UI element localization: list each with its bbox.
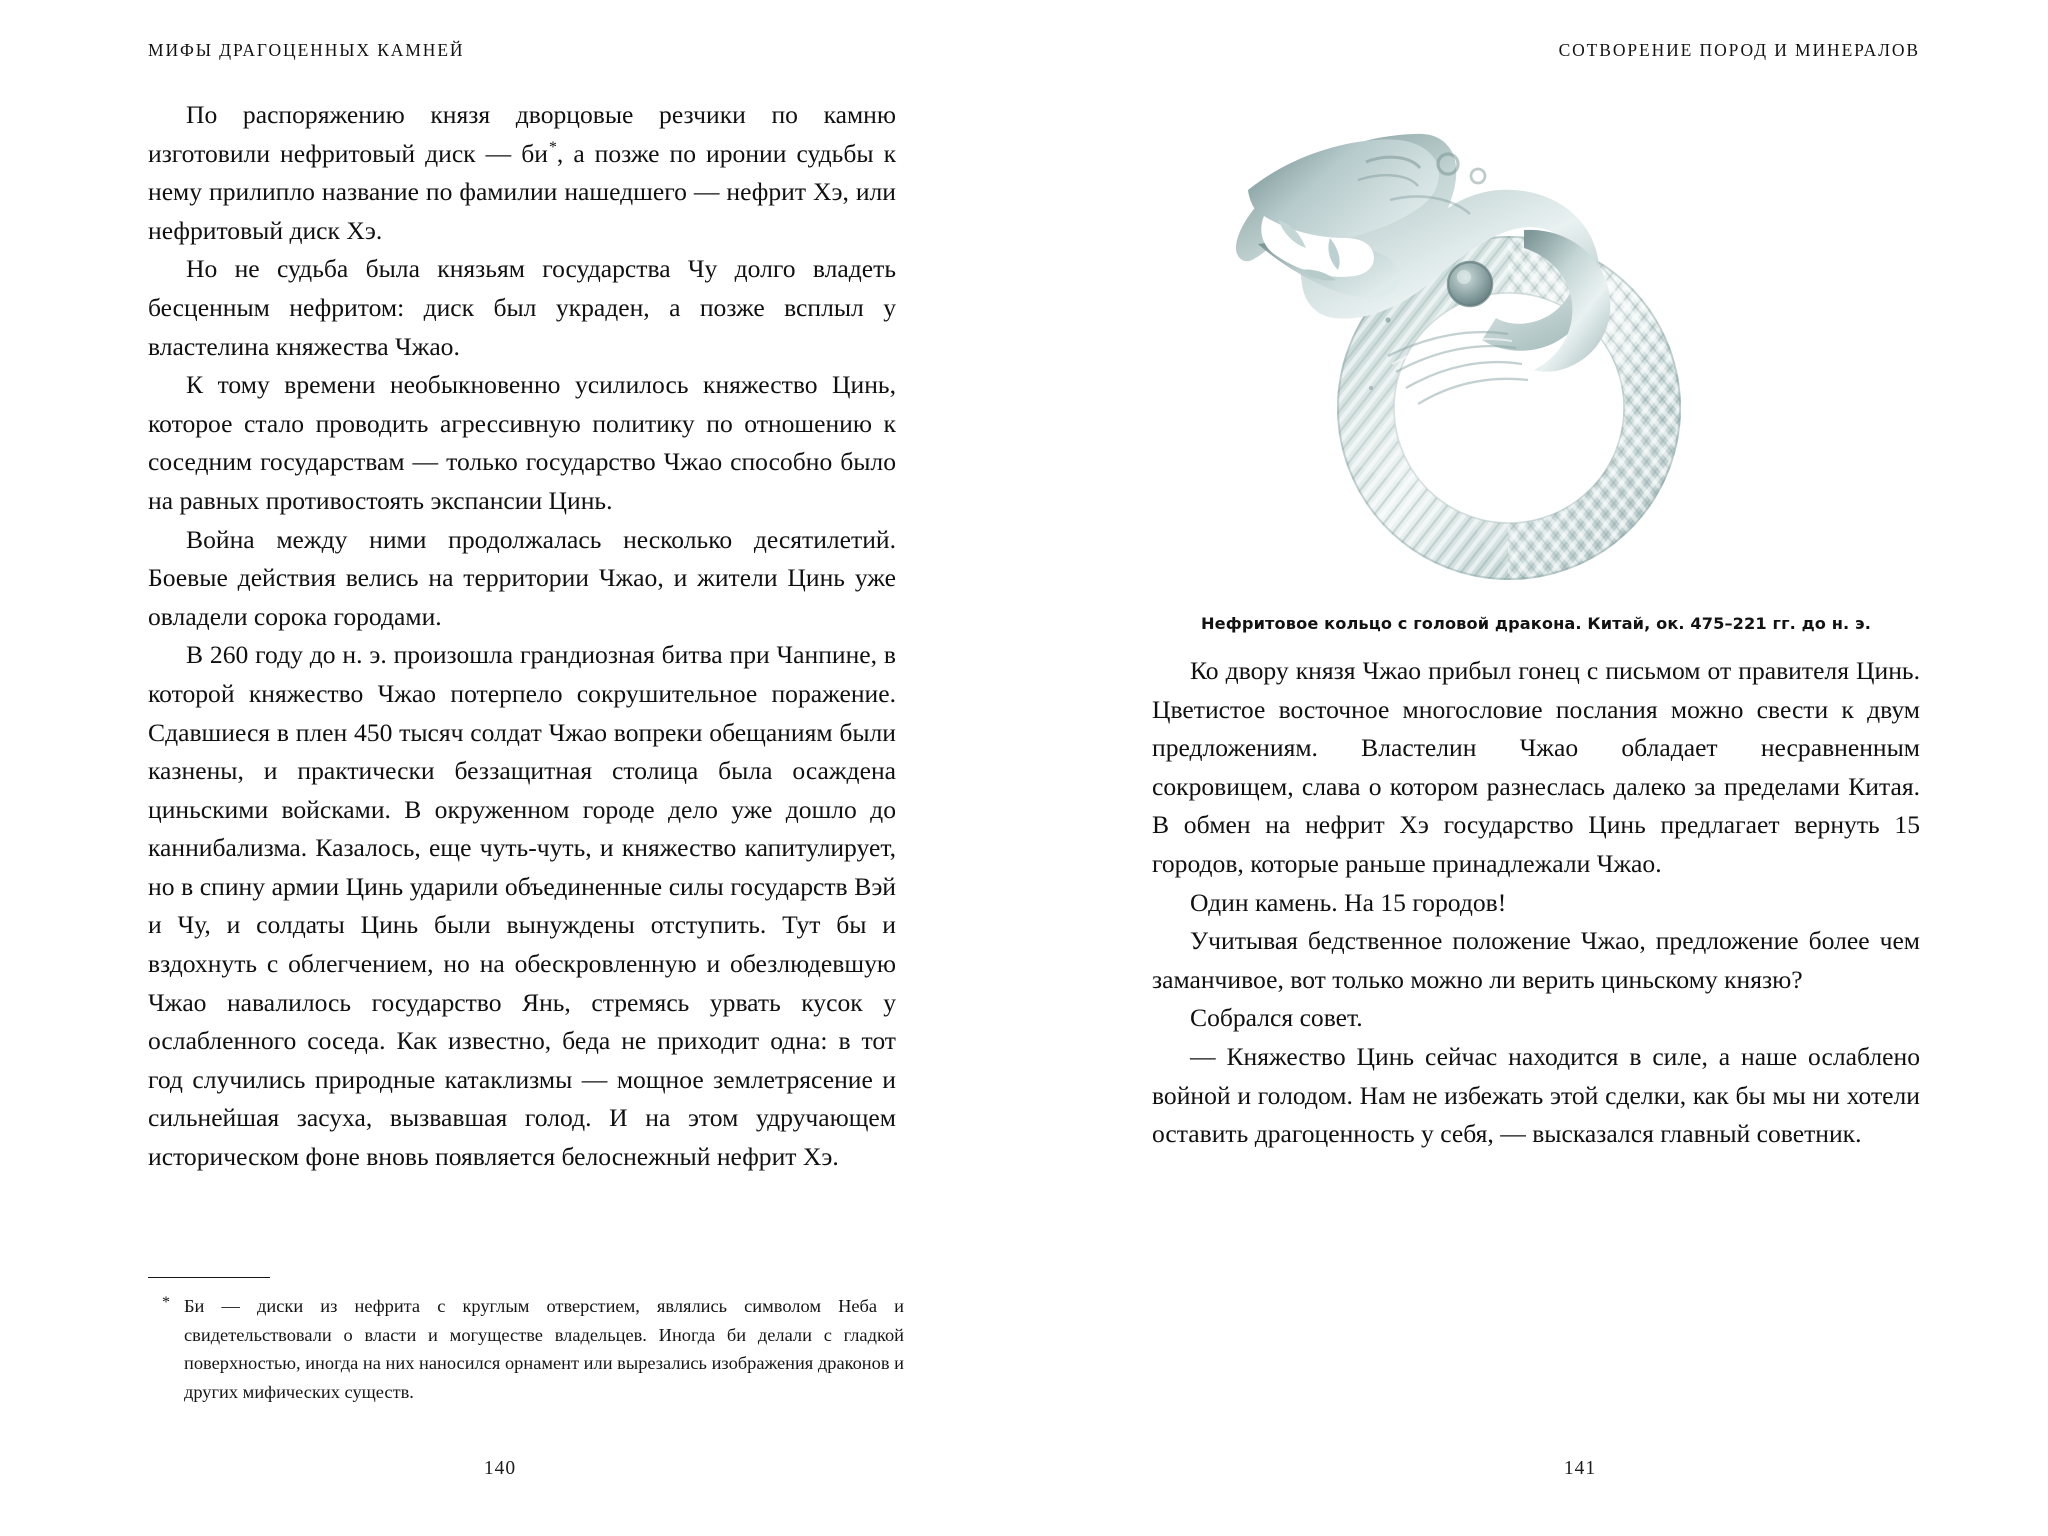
figure-jade-ring — [1152, 88, 1920, 633]
right-page-body — [1152, 652, 1920, 1154]
paragraph: Учитывая бедственное положение Чжао, предложение более чем заманчивое, вот только можно ли верить циньскому князю? — [1152, 926, 1920, 994]
footnote-rule — [148, 1277, 270, 1278]
paragraph: Но не судьба была князьям государства Чу долго владеть бесценным нефритом: диск был украден, а позже всплыл у властелина княжества Чжао. — [148, 254, 896, 361]
paragraph: — Княжество Цинь сейчас находится в силе, а наше ослаблено войной и голодом. Нам не избежать этой сделки, как бы мы ни хотели оставить драгоценность у себя, — высказался главный советник. — [1152, 1041, 1920, 1149]
paragraph: Война между ними продолжалась несколько десятилетий. Боевые действия велись на территории Чжао, и жители Цинь уже овладели сорока городами. — [148, 524, 896, 631]
figure-caption: Нефритовое кольцо с головой дракона. Китай, ок. 475–221 гг. до н. э. — [1201, 614, 1871, 633]
paragraph: Собрался совет. — [1190, 1003, 1363, 1033]
paragraph: Один камень. На 15 городов! — [1190, 887, 1507, 917]
paragraph: В 260 году до н. э. произошла грандиозная битва при Чанпине, в которой княжество Чжао потерпело сокрушительное поражение. Сдавшиеся в плен 450 тысяч солдат Чжао вопреки обещаниям были казнены, и практически беззащитная столица была осаждена циньскими войсками. В окруженном городе дело уже дошло до каннибализма. Казалось, еще чуть-чуть, и княжество капитулирует, но в спину армии Цинь ударили объединенные силы государств Вэй и Чу, и солдаты Цинь были вынуждены отступить. Тут бы и вздохнуть с облегчением, но на обескровленную и обезлюдевшую Чжао навалилось государство Янь, стремясь урвать кусок у ослабленного соседа. Как известно, беда не приходит одна: в тот год случились природные катаклизмы — мощное землетрясение и сильнейшая засуха, вызвавшая голод. И на этом удручающем историческом фоне вновь появляется белоснежный нефрит Хэ. — [148, 640, 896, 1172]
footnote-star-marker: * — [162, 1294, 170, 1312]
running-head-left: МИФЫ ДРАГОЦЕННЫХ КАМНЕЙ — [148, 40, 465, 60]
footnote-text-wrapper — [148, 1292, 904, 1406]
paragraph-text-tail: , а позже по иронии судьбы к нему прилипло название по фамилии нашедшего — нефрит Хэ, или нефритовый диск Хэ. — [148, 138, 897, 245]
page-number-left: 140 — [483, 1458, 517, 1479]
left-page-body — [148, 96, 896, 1177]
paragraph: К тому времени необыкновенно усилилось княжество Цинь, которое стало проводить агрессивную политику по отношению к соседним государствам — только государство Чжао способно было на равных противостоять экспансии Цинь. — [148, 370, 896, 515]
page-number-right: 141 — [1563, 1458, 1597, 1479]
jade-dragon-ring-photo — [1152, 88, 1920, 608]
footnote-block — [148, 1277, 904, 1406]
running-head-right: СОТВОРЕНИЕ ПОРОД И МИНЕРАЛОВ — [1558, 40, 1920, 60]
paragraph: Ко двору князя Чжао прибыл гонец с письмом от правителя Цинь. Цветистое восточное многословие послания можно свести к двум предложениям. Властелин Чжао обладает несравненным сокровищем, слава о котором разнеслась далеко за пределами Китая. В обмен на нефрит Хэ государство Цинь предлагает вернуть 15 городов, которые раньше принадлежали Чжао. — [1152, 656, 1920, 878]
footnote-text: Би — диски из нефрита с круглым отверстием, являлись символом Неба и свидетельствовали о власти и могуществе владельцев. Иногда би делали с гладкой поверхностью, иногда на них наносился орнамент или вырезались изображения драконов и других мифических существ. — [184, 1296, 904, 1402]
paragraph — [148, 96, 896, 250]
footnote-reference[interactable]: * — [548, 139, 557, 157]
paragraph-text: По распоряжению князя дворцовые резчики по камню изготовили нефритовый диск — би — [148, 100, 896, 168]
